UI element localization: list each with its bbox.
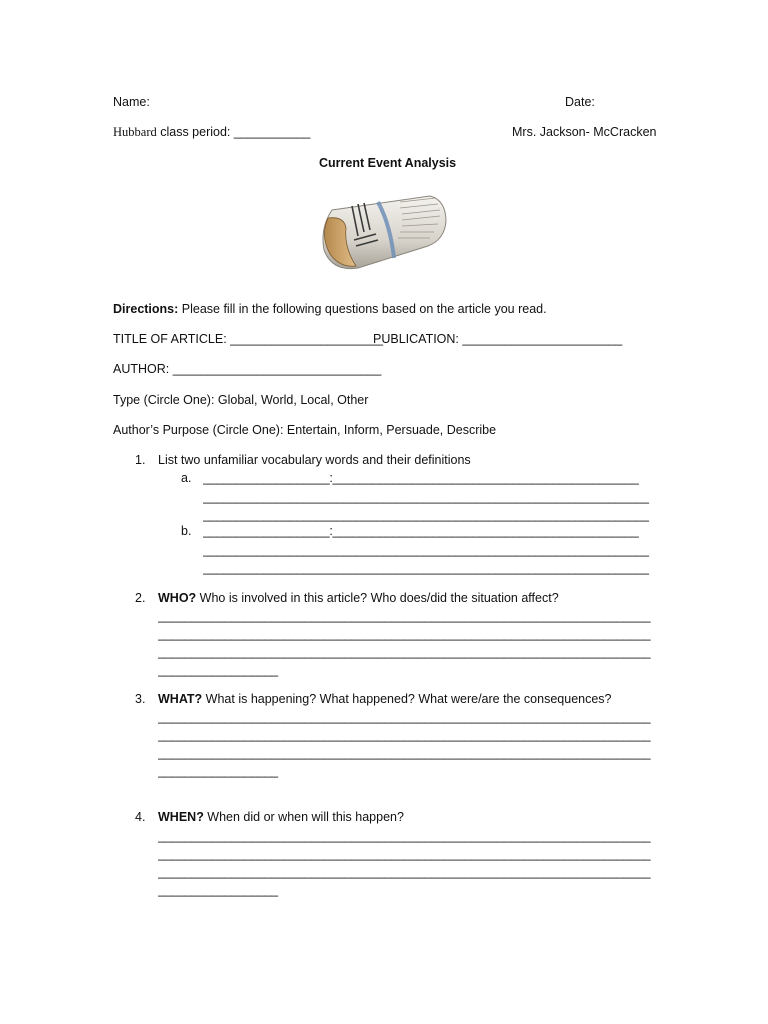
- q4-text: When did or when will this happen?: [203, 810, 404, 824]
- author-field[interactable]: AUTHOR: ______________________________: [113, 362, 382, 376]
- q4-question: [158, 810, 404, 824]
- q2-keyword: WHO?: [158, 591, 197, 605]
- q2-answer-line[interactable]: __________________________________________________________________________: [158, 627, 651, 641]
- q2-answer-line-short[interactable]: __________________: [158, 663, 278, 677]
- directions: [113, 302, 547, 316]
- q3-answer-line-short[interactable]: __________________: [158, 764, 278, 778]
- type-field: Type (Circle One): Global, World, Local, Other: [113, 393, 369, 407]
- q3-answer-line[interactable]: __________________________________________________________________________: [158, 710, 651, 724]
- q1-number: 1.: [135, 453, 146, 467]
- q2-question: [158, 591, 559, 605]
- directions-text: Please fill in the following questions based on the article you read.: [178, 302, 547, 316]
- q1-a-word-line[interactable]: ___________________:______________________________________________: [203, 471, 639, 485]
- q2-text: Who is involved in this article? Who does/did the situation affect?: [196, 591, 559, 605]
- q4-answer-line[interactable]: __________________________________________________________________________: [158, 865, 651, 879]
- q4-answer-line[interactable]: __________________________________________________________________________: [158, 829, 651, 843]
- q2-answer-line[interactable]: __________________________________________________________________________: [158, 645, 651, 659]
- q1-b-def-line[interactable]: ___________________________________________________________________: [203, 561, 649, 575]
- name-label: Name:: [113, 95, 150, 109]
- q2-answer-line[interactable]: __________________________________________________________________________: [158, 609, 651, 623]
- q1-b-def-line[interactable]: ___________________________________________________________________: [203, 543, 649, 557]
- publication-field[interactable]: PUBLICATION: _______________________: [373, 332, 623, 346]
- teacher-name: Mrs. Jackson- McCracken: [512, 125, 657, 139]
- q4-keyword: WHEN?: [158, 810, 204, 824]
- q1-text: List two unfamiliar vocabulary words and their definitions: [158, 453, 471, 467]
- q4-number: 4.: [135, 810, 146, 824]
- q3-question: [158, 692, 612, 706]
- purpose-field: Author’s Purpose (Circle One): Entertain, Inform, Persuade, Describe: [113, 423, 497, 437]
- page-title: Current Event Analysis: [319, 156, 457, 170]
- q2-number: 2.: [135, 591, 146, 605]
- q3-number: 3.: [135, 692, 146, 706]
- q1-b-marker: b.: [181, 524, 192, 538]
- q4-answer-line-short[interactable]: __________________: [158, 883, 278, 897]
- class-period-line: [113, 125, 310, 140]
- date-label: Date:: [565, 95, 595, 109]
- q1-a-def-line[interactable]: ___________________________________________________________________: [203, 490, 649, 504]
- q4-answer-line[interactable]: __________________________________________________________________________: [158, 847, 651, 861]
- directions-label: Directions:: [113, 302, 179, 316]
- newspaper-image: [318, 188, 450, 272]
- q3-text: What is happening? What happened? What were/are the consequences?: [202, 692, 612, 706]
- q3-answer-line[interactable]: __________________________________________________________________________: [158, 746, 651, 760]
- class-period-label: class period: ___________: [156, 125, 311, 139]
- q1-a-marker: a.: [181, 471, 192, 485]
- q1-b-word-line[interactable]: ___________________:______________________________________________: [203, 524, 639, 538]
- q1-a-def-line[interactable]: ___________________________________________________________________: [203, 508, 649, 522]
- hubbard-label: Hubbard: [113, 125, 157, 139]
- q3-answer-line[interactable]: __________________________________________________________________________: [158, 728, 651, 742]
- title-of-article-field[interactable]: TITLE OF ARTICLE: ______________________: [113, 332, 384, 346]
- q3-keyword: WHAT?: [158, 692, 203, 706]
